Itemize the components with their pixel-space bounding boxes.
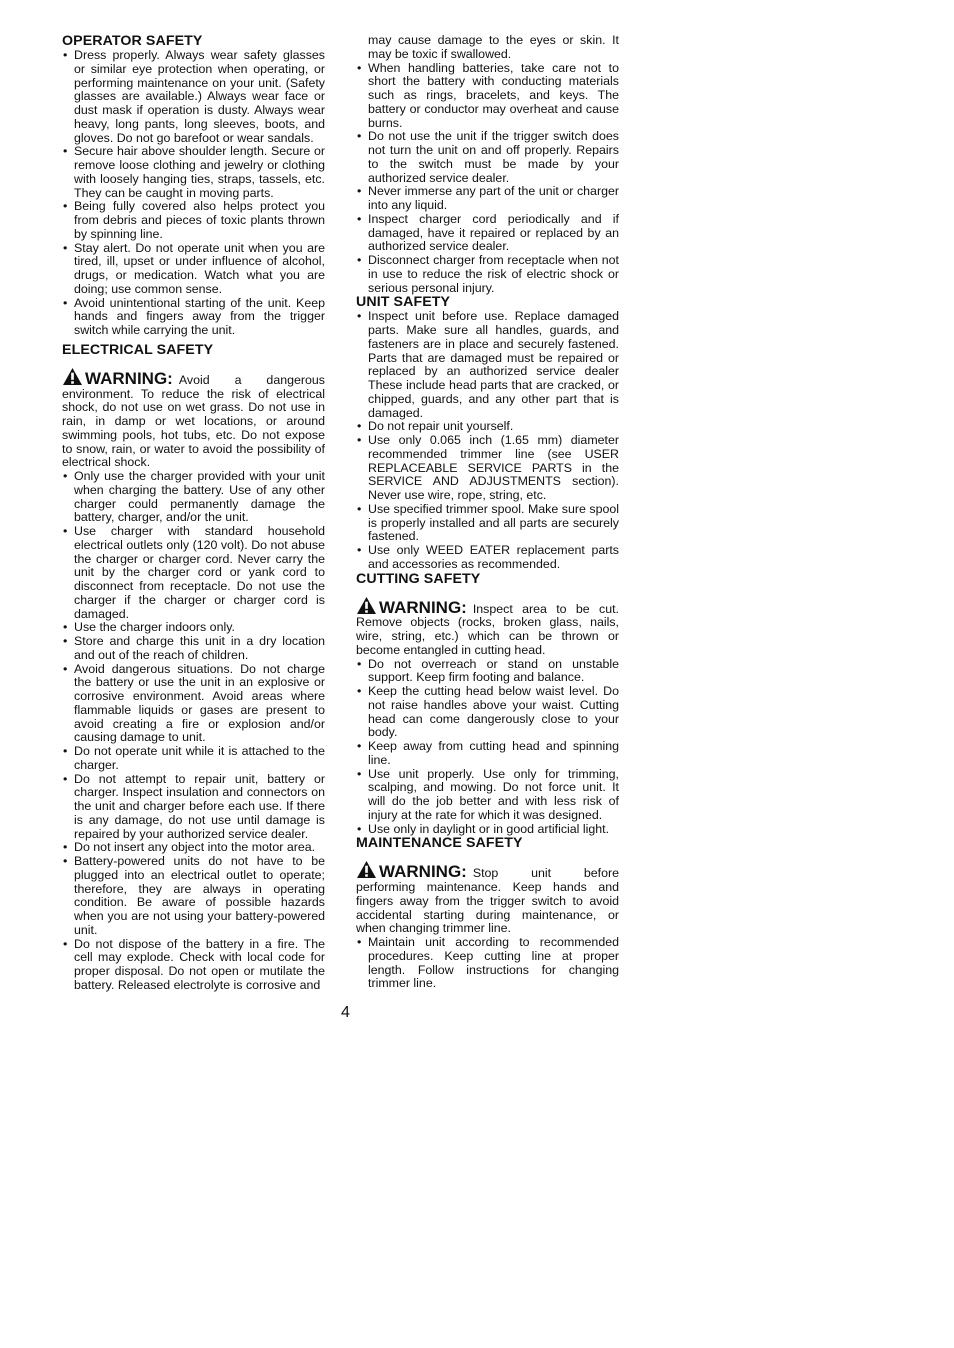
list-item: • Never immerse any part of the unit or charger into any liquid. bbox=[356, 185, 619, 213]
warning-label: WARNING: bbox=[379, 862, 467, 882]
cutting-safety-heading: CUTTING SAFETY bbox=[356, 570, 481, 587]
list-item: • Avoid unintentional starting of the unit. Keep hands and fingers away from the trigger switch while carrying the unit. bbox=[62, 297, 325, 338]
unit-safety-heading: UNIT SAFETY bbox=[356, 294, 451, 311]
warning-triangle-icon bbox=[356, 860, 377, 879]
warning-text: Inspect area to be cut. Remove objects (rocks, broken glass, nails, wire, string, etc.) which can be thrown or become entangled in cutting head. bbox=[356, 601, 619, 657]
list-item: • Use the charger indoors only. bbox=[62, 621, 325, 635]
page-number: 4 bbox=[341, 1004, 350, 1021]
list-item: • Secure hair above shoulder length. Secure or remove loose clothing and jewelry or clothing with loosely hanging ties, straps, tassels, etc. They can be caught in moving parts. bbox=[62, 145, 325, 200]
list-item: • When handling batteries, take care not to short the battery with conducting materials such as rings, bracelets, and keys. The battery or conductor may overheat and cause burns. bbox=[356, 62, 619, 131]
unit-safety-list bbox=[356, 310, 619, 571]
list-item: • Do not dispose of the battery in a fire. The cell may explode. Check with local code for proper disposal. Do not open or mutilate the battery. Released electrolyte is corrosive and bbox=[62, 938, 325, 993]
list-item: • Keep the cutting head below waist level. Do not raise handles above your waist. Cutting head can come dangerously close to your body. bbox=[356, 685, 619, 740]
warning-triangle-icon bbox=[356, 596, 377, 615]
list-item: • Use charger with standard household electrical outlets only (120 volt). Do not abuse the charger or charger cord. Never carry the unit by the charger cord or yank cord to disconnect from receptacle. Do not use the charger if the charger or charger cord is damaged. bbox=[62, 525, 325, 621]
cutting-warning bbox=[356, 594, 619, 658]
electrical-safety-list bbox=[62, 470, 325, 993]
operator-safety-heading: OPERATOR SAFETY bbox=[62, 33, 203, 49]
list-item: • Use only WEED EATER replacement parts and accessories as recommended. bbox=[356, 544, 619, 572]
list-item: • Inspect unit before use. Replace damaged parts. Make sure all handles, guards, and fasteners are in place and securely fastened. Parts that are damaged must be repaired or replaced by an authorized service dealer These include head parts that are cracked, or chipped, guards, and any other part that is damaged. bbox=[356, 310, 619, 420]
list-item: • Use only in daylight or in good artificial light. bbox=[356, 823, 619, 837]
list-item: • Maintain unit according to recommended procedures. Keep cutting line at proper length. Follow instructions for changing trimmer line. bbox=[356, 936, 619, 991]
list-item: • Use specified trimmer spool. Make sure spool is properly installed and all parts are securely fastened. bbox=[356, 503, 619, 544]
list-item: • Battery-powered units do not have to be plugged into an electrical outlet to operate; therefore, they are always in operating condition. Be aware of possible hazards when you are not using your battery-powered unit. bbox=[62, 855, 325, 938]
electrical-safety-list-continued bbox=[356, 62, 619, 296]
list-item: • Use unit properly. Use only for trimming, scalping, and mowing. Do not force unit. It will do the job better and with less risk of injury at the rate for which it was designed. bbox=[356, 768, 619, 823]
list-item: • Dress properly. Always wear safety glasses or similar eye protection when operating, or performing maintenance on your unit. (Safety glasses are available.) Always wear face or dust mask if operation is dusty. Always wear heavy, long pants, long sleeves, boots, and gloves. Do not go barefoot or wear sandals. bbox=[62, 49, 325, 145]
list-item: • Avoid dangerous situations. Do not charge the battery or use the unit in an explosive or corrosive environment. Avoid areas where flammable liquids or gases are present to avoid creating a fire or explosion and/or causing damage to unit. bbox=[62, 663, 325, 746]
electrical-warning bbox=[62, 365, 325, 470]
list-item: • Store and charge this unit in a dry location and out of the reach of children. bbox=[62, 635, 325, 663]
list-item: • Stay alert. Do not operate unit when you are tired, ill, upset or under influence of alcohol, drugs, or medication. Watch what you are doing; use common sense. bbox=[62, 242, 325, 297]
list-item: • Only use the charger provided with your unit when charging the battery. Use of any other charger could permanently damage the battery, charger, and/or the unit. bbox=[62, 470, 325, 525]
warning-label: WARNING: bbox=[85, 368, 173, 388]
warning-label: WARNING: bbox=[379, 597, 467, 617]
continued-text: may cause damage to the eyes or skin. It may be toxic if swallowed. bbox=[368, 33, 619, 61]
list-item: • Being fully covered also helps protect you from debris and pieces of toxic plants thrown by spinning line. bbox=[62, 200, 325, 241]
maintenance-safety-list bbox=[356, 936, 619, 991]
operator-safety-list bbox=[62, 49, 325, 338]
maintenance-safety-heading: MAINTENANCE SAFETY bbox=[356, 835, 523, 852]
list-item: • Use only 0.065 inch (1.65 mm) diameter recommended trimmer line (see USER REPLACEABLE SERVICE PARTS in the SERVICE AND ADJUSTMENTS section). Never use wire, rope, string, etc. bbox=[356, 434, 619, 503]
list-item: • Disconnect charger from receptacle when not in use to reduce the risk of electric shock or serious personal injury. bbox=[356, 254, 619, 295]
warning-text: Stop unit before performing maintenance. Keep hands and fingers away from the trigger switch to avoid accidental starting during maintenance, or when changing trimmer line. bbox=[356, 866, 619, 936]
maintenance-warning bbox=[356, 858, 619, 936]
list-item: • Do not operate unit while it is attached to the charger. bbox=[62, 745, 325, 773]
warning-text: Avoid a dangerous environment. To reduce the risk of electrical shock, do not use on wet grass. Do not use in rain, in damp or wet locations, or around swimming pools, hot tubs, etc. Do not expose to snow, rain, or water to avoid the possibility of electrical shock. bbox=[62, 372, 325, 470]
list-item: • Do not repair unit yourself. bbox=[356, 420, 619, 434]
list-item: • Keep away from cutting head and spinning line. bbox=[356, 740, 619, 768]
left-column bbox=[62, 34, 325, 993]
warning-triangle-icon bbox=[62, 367, 83, 386]
list-item: • Do not attempt to repair unit, battery or charger. Inspect insulation and connectors on the unit and charger before each use. If there is any damage, do not use until damage is repaired by your authorized service dealer. bbox=[62, 773, 325, 842]
list-item: • Inspect charger cord periodically and if damaged, have it repaired or replaced by an authorized service dealer. bbox=[356, 213, 619, 254]
list-item: • Do not overreach or stand on unstable support. Keep firm footing and balance. bbox=[356, 658, 619, 686]
electrical-safety-heading: ELECTRICAL SAFETY bbox=[62, 341, 214, 358]
cutting-safety-list bbox=[356, 658, 619, 837]
list-item: • Do not insert any object into the motor area. bbox=[62, 841, 325, 855]
list-item: • Do not use the unit if the trigger switch does not turn the unit on and off properly. Repairs to the switch must be made by your authorized service dealer. bbox=[356, 130, 619, 185]
right-column bbox=[356, 34, 619, 991]
